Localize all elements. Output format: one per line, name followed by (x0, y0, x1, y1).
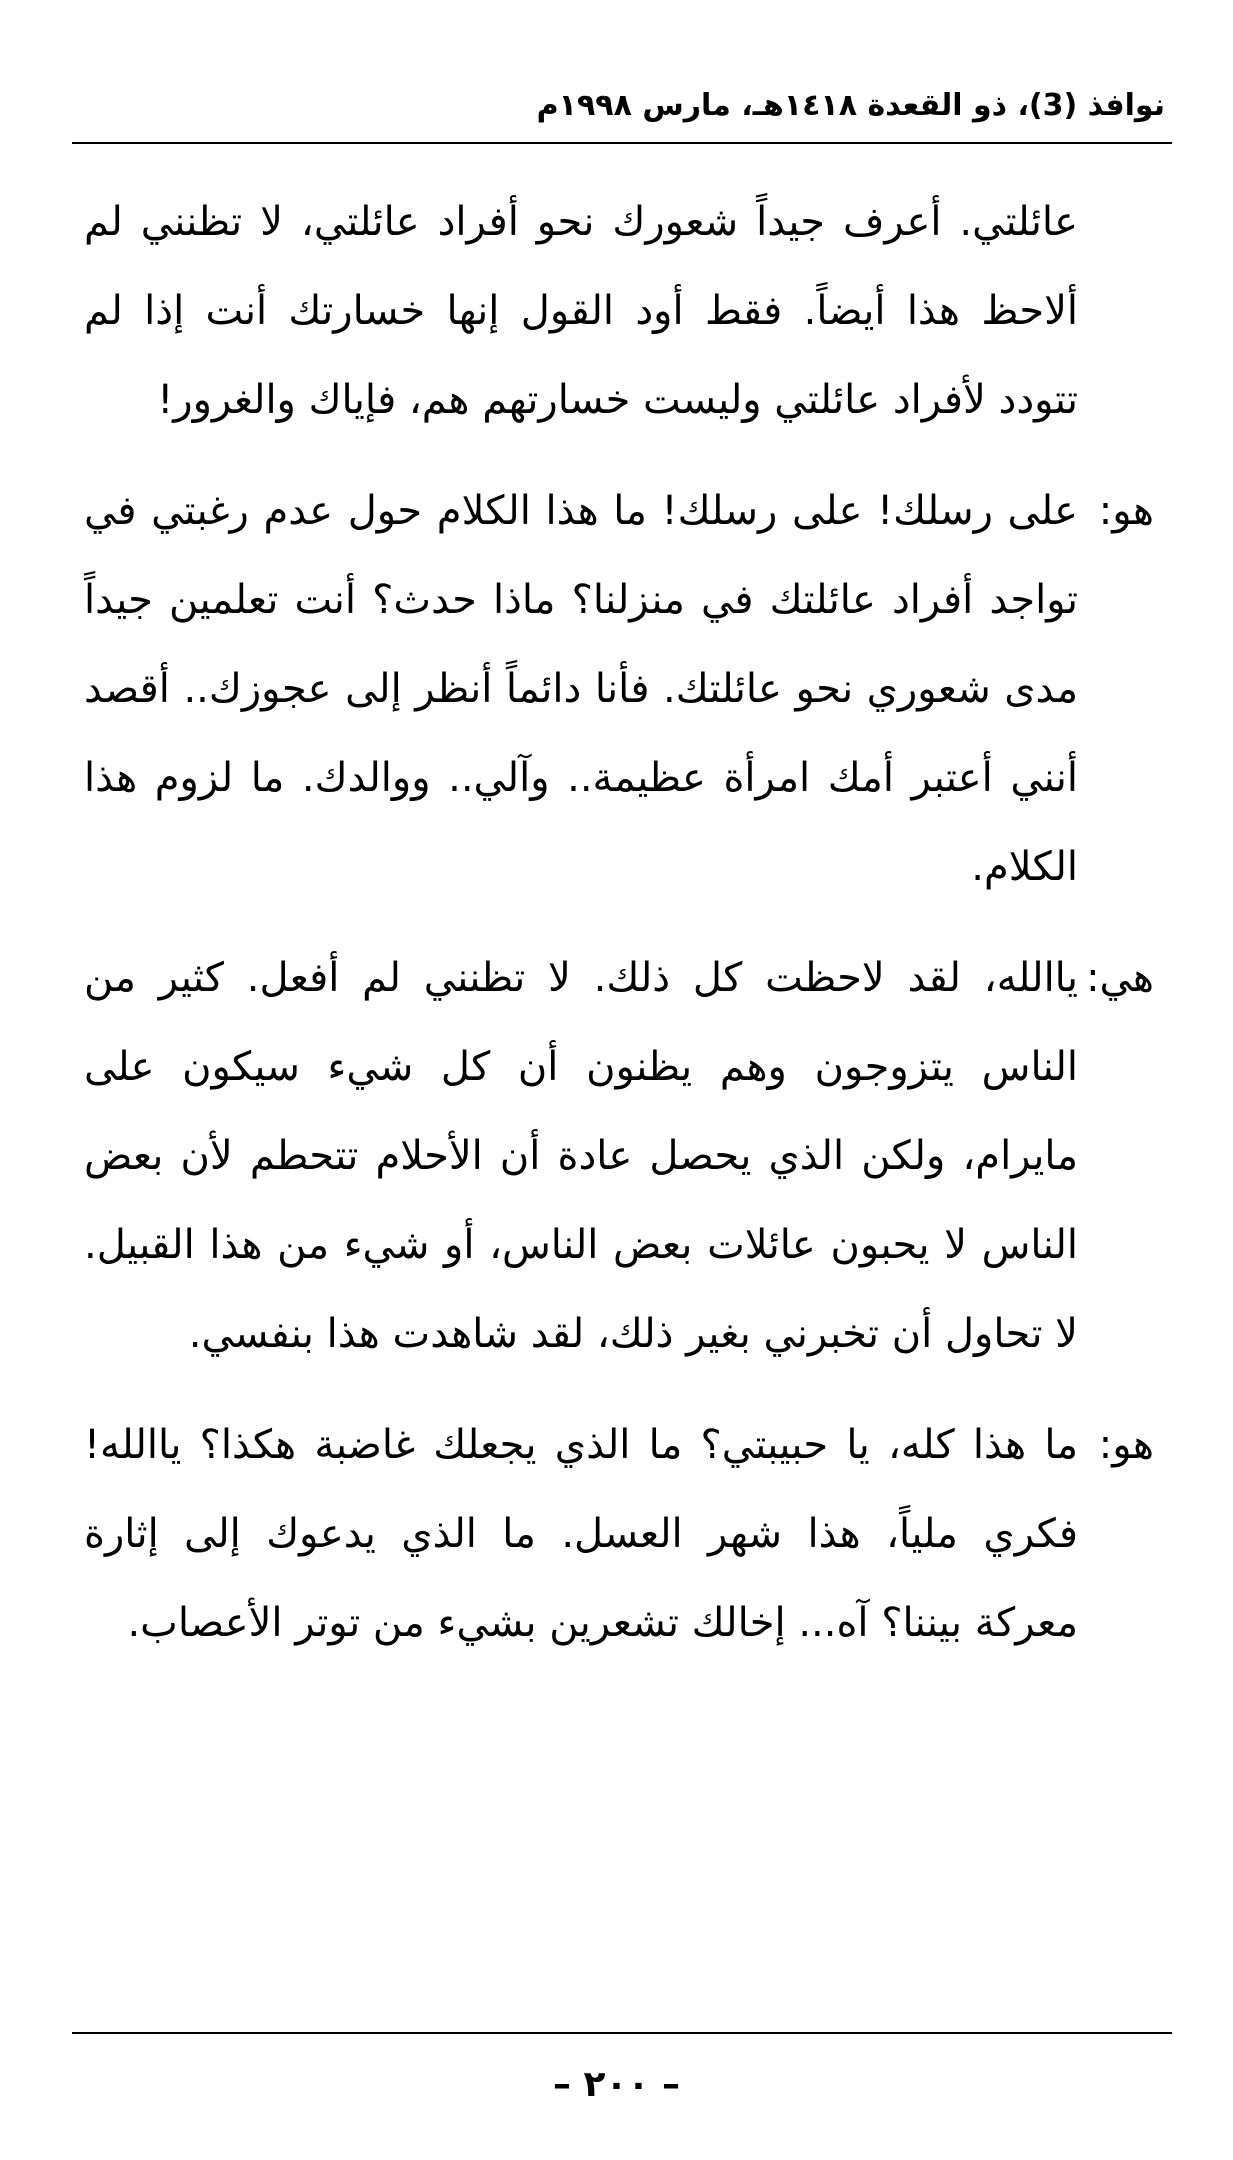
speaker-label: هو: (1098, 488, 1154, 534)
paragraph-text: عائلتي. أعرف جيداً شعورك نحو أفراد عائلتي، لا تظنني لم ألاحظ هذا أيضاً. فقط أود القول إنها خسارتك أنت إذا لم تتودد لأفراد عائلتي وليست خسارتهم هم، فإياك والغرور! (84, 199, 1078, 423)
dialogue-paragraph-he (84, 1401, 1154, 1668)
body-text (84, 178, 1154, 1690)
paragraph-text: ما هذا كله، يا حبيبتي؟ ما الذي يجعلك غاضبة هكذا؟ ياالله! فكري ملياً، هذا شهر العسل. ما الذي يدعوك إلى إثارة معركة بيننا؟ آه... إخالك تشعرين بشيء من توتر الأعصاب. (84, 1422, 1078, 1646)
page-number: – ٢٠٠ – (552, 2064, 680, 2105)
paragraph-text: ياالله، لقد لاحظت كل ذلك. لا تظنني لم أفعل. كثير من الناس يتزوجون وهم يظنون أن كل شيء سيكون على مايرام، ولكن الذي يحصل عادة أن الأحلام تتحطم لأن بعض الناس لا يحبون عائلات بعض الناس، أو شيء من هذا القبيل. لا تحاول أن تخبرني بغير ذلك، لقد شاهدت هذا بنفسي. (84, 955, 1078, 1357)
speaker-label: هي: (1086, 955, 1154, 1001)
footer-rule (72, 2032, 1172, 2034)
paragraph-text: على رسلك! على رسلك! ما هذا الكلام حول عدم رغبتي في تواجد أفراد عائلتك في منزلنا؟ ماذا حدث؟ أنت تعلمين جيداً مدى شعوري نحو عائلتك. فأنا دائماً أنظر إلى عجوزك.. أقصد أنني أعتبر أمك امرأة عظيمة.. وآلي.. ووالدك. ما لزوم هذا الكلام. (84, 488, 1078, 890)
running-header: نوافذ (3)، ذو القعدة ١٤١٨هـ، مارس ١٩٩٨م (536, 88, 1165, 123)
dialogue-paragraph-she (84, 934, 1154, 1379)
paragraph-continuation (84, 178, 1154, 445)
speaker-label: هو: (1098, 1422, 1154, 1468)
dialogue-paragraph-he (84, 467, 1154, 912)
header-rule (72, 142, 1172, 144)
